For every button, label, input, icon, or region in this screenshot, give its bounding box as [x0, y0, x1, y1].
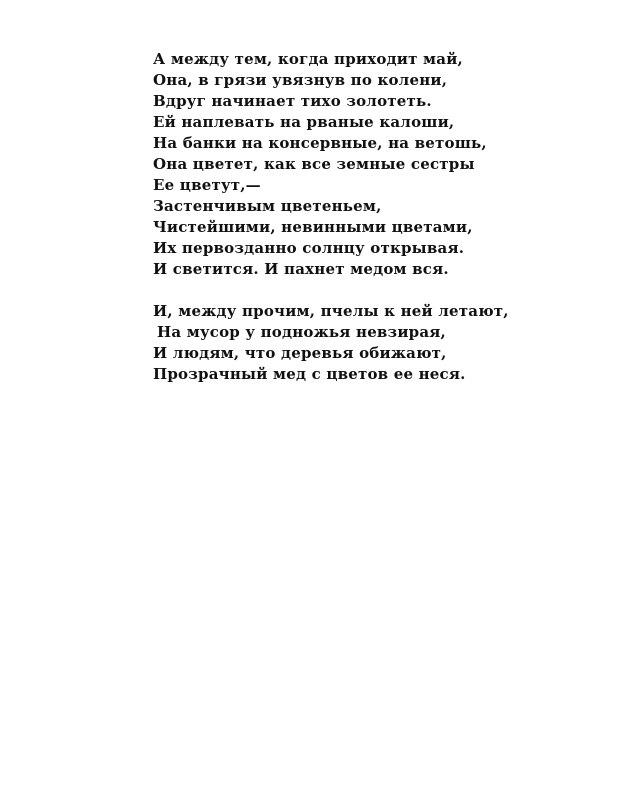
poem-line: Ей наплевать на рваные калоши,: [153, 113, 455, 131]
poem-line: Застенчивым цветеньем,: [153, 197, 382, 215]
poem-line: И, между прочим, пчелы к ней летают,: [153, 302, 509, 320]
poem-line: И светится. И пахнет медом вся.: [153, 260, 449, 278]
poem-line: Вдруг начинает тихо золотеть.: [153, 92, 432, 110]
poem-line: Ее цветут,—: [153, 176, 261, 194]
poem-line: Прозрачный мед с цветов ее неся.: [153, 365, 466, 383]
poem-line: На мусор у подножья невзирая,: [157, 323, 446, 341]
poem-line: На банки на консервные, на ветошь,: [153, 134, 487, 152]
poem-line: Их первозданно солнцу открывая.: [153, 239, 465, 257]
poem: [153, 49, 509, 385]
poem-line: Чистейшими, невинными цветами,: [153, 218, 473, 236]
stanza-2: [153, 301, 509, 385]
poem-line: Она, в грязи увязнув по колени,: [153, 71, 448, 89]
poem-line: И людям, что деревья обижают,: [153, 344, 447, 362]
poem-line: А между тем, когда приходит май,: [153, 50, 463, 68]
stanza-1: [153, 49, 493, 280]
poem-line: Она цветет, как все земные сестры: [153, 155, 475, 173]
